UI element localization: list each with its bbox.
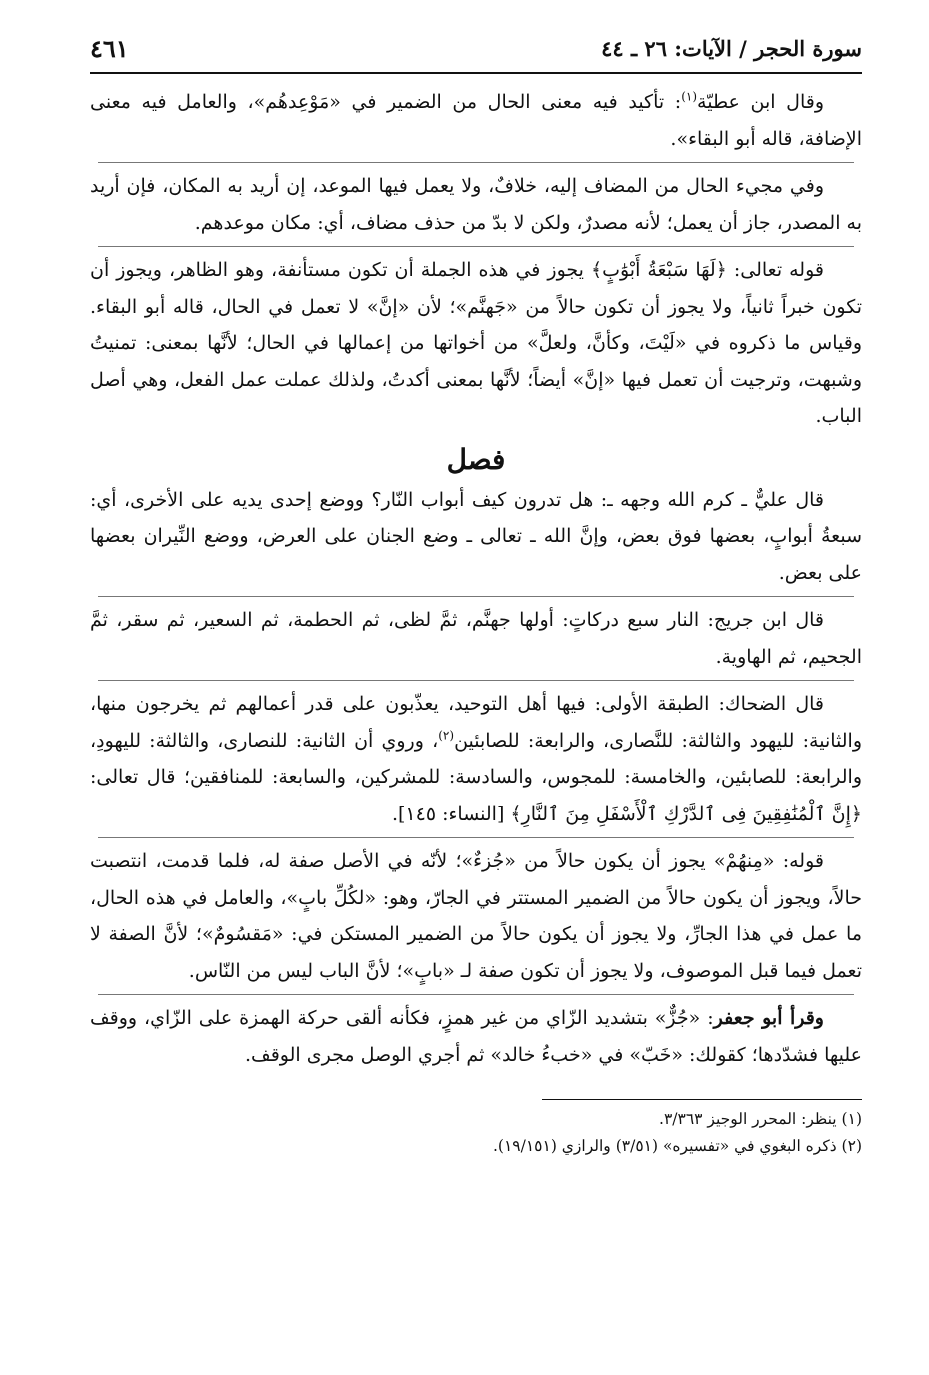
book-page [90, 28, 862, 1160]
paragraph-separator [98, 994, 854, 995]
paragraph-text: : تأكيد فيه معنى الحال من الضمير في «مَوْعِدهُم»، والعامل فيه معنى الإضافة، قاله أبو البقاء». [90, 91, 862, 150]
footnote: (١) ينظر: المحرر الوجيز ٣/٣٦٣. [659, 1110, 862, 1128]
paragraph: قوله تعالى: ﴿لَهَا سَبْعَةُ أَبْوَٰبٍ﴾ يجوز في هذه الجملة أن تكون مستأنفة، وهو الظاهر، ويجوز أن تكون خبراً ثانياً، ولا يجوز أن تكون حالاً من «جَهنَّم»؛ لأن «إنَّ» لا تعمل في الحال، قاله أبو البقاء. وقياس ما ذكروه في «لَيْتَ، وكأنَّ، ولعلَّ» من أخواتها من إعمالها في الحال؛ لأنَّها بمعنى: تمنيتُ وشبهت، وترجيت أن تعمل فيها «إنَّ» أيضاً؛ لأنَّها بمعنى أكدتُ، ولذلك عملت عمل الفعل، وهي أصل الباب. [90, 259, 862, 427]
paragraph: وفي مجيء الحال من المضاف إليه، خلافٌ، ولا يعمل فيها الموعد، إن أريد به المكان، فإن أريد به المصدر، جاز أن يعمل؛ لأنه مصدرٌ، ولكن لا بدّ من حذف مضاف، أي: مكان موعدهم. [90, 175, 862, 234]
paragraph-separator [98, 596, 854, 597]
paragraph-text: : «جُزٌّ» بتشديد الزّاي من غير همزٍ، فكأنه ألقى حركة الهمزة على الزّاي، ووقف عليها فشدّدها؛ كقولك: «خَبّ» في «خبءُ خالد» ثم أجري الوصل مجرى الوقف. [90, 1007, 862, 1066]
paragraph-separator [98, 162, 854, 163]
footnote: (٢) ذكره البغوي في «تفسيره» (٣/٥١) والرازي (١٩/١٥١). [492, 1137, 862, 1155]
paragraph-text: وقال ابن عطيّة [697, 91, 824, 113]
footnote-ref: (١) [681, 89, 698, 104]
paragraph-separator [98, 246, 854, 247]
paragraph [90, 84, 862, 157]
section-heading: فصل [446, 442, 506, 476]
footnote-ref: (٢) [438, 728, 455, 743]
paragraph [90, 1000, 862, 1073]
main-text [90, 84, 862, 1073]
paragraph-text: قال الضحاك: الطبقة الأولى: فيها أهل التوحيد، يعذّبون على قدر أعمالهم ثم يخرجون منها، والثانية: لليهود والثالثة: للنَّصارى، والرابعة: للصابئين [90, 693, 862, 752]
paragraph [90, 686, 862, 832]
paragraph: قال ابن جريج: النار سبع دركاتٍ: أولها جهنَّم، ثمَّ لظى، ثم الحطمة، ثم السعير، ثم سقر، ثمَّ الجحيم، ثم الهاوية. [90, 609, 862, 668]
header-title: سورة الحجر / الآيات: ٢٦ ـ ٤٤ [601, 35, 862, 61]
page-number: ٤٦١ [90, 33, 129, 63]
paragraph-separator [98, 680, 854, 681]
paragraph: قوله: «مِنهُمْ» يجوز أن يكون حالاً من «جُزءٌ»؛ لأنّه في الأصل صفة له، فلما قدمت، انتصبت حالاً، ويجوز أن يكون حالاً من الضمير المستتر في الجارّ، وهو: «لكُلِّ بابٍ»، والعامل في هذه الحال، ما عمل في هذا الجارِّ، ولا يجوز أن يكون حالاً من الضمير المستكن في: «مَقسُومٌ»؛ لأنَّ الصفة لا تعمل فيما قبل الموصوف، ولا يجوز أن تكون صفة لـ «بابٍ»؛ لأنَّ الباب ليس من النّاس. [90, 850, 862, 982]
paragraph: قال عليٌّ ـ كرم الله وجهه ـ: هل تدرون كيف أبواب النّار؟ ووضع إحدى يديه على الأخرى، أي: سبعةُ أبوابٍ، بعضها فوق بعض، وإنَّ الله ـ تعالى ـ وضع الجنان على العرض، ووضع النِّيران بعضها على بعض. [90, 488, 862, 584]
running-header [90, 28, 862, 74]
reader-name: وقرأ أبو جعفر [713, 1007, 824, 1029]
footnote-rule [542, 1099, 862, 1100]
paragraph-text: ، وروي أن الثانية: للنصارى، والثالثة: لليهودِ، والرابعة: للصابئين، والخامسة: للمجوس، والسادسة: للمشركين، والسابعة: للمنافقين؛ قال تعالى: ﴿إِنَّ ٱلْمُنَٰفِقِينَ فِى ٱلدَّرْكِ ٱلْأَسْفَلِ مِنَ ٱلنَّارِ﴾ [النساء: ١٤٥]. [90, 729, 862, 825]
paragraph-separator [98, 837, 854, 838]
